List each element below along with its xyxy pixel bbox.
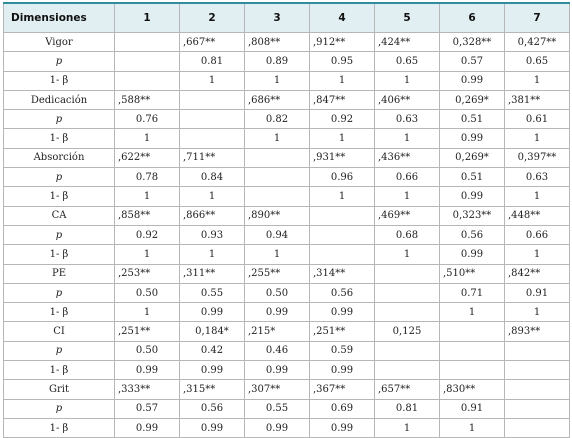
table-cell: 1: [245, 129, 310, 148]
table-cell: 1: [375, 129, 440, 148]
table-row: [4, 380, 570, 399]
table-cell: [505, 418, 570, 437]
header-col-6: 6: [440, 3, 505, 33]
table-cell: 0.56: [440, 225, 505, 244]
table-cell: [505, 341, 570, 360]
table-cell: ,469**: [375, 206, 440, 225]
table-cell: ,381**: [505, 90, 570, 109]
table-cell: [440, 341, 505, 360]
table-row: [4, 168, 570, 187]
table-row: [4, 418, 570, 437]
table-row: [4, 187, 570, 206]
table-cell: 1: [180, 245, 245, 264]
table-row: [4, 322, 570, 341]
row-label: CA: [4, 206, 115, 225]
table-cell: ,251**: [310, 322, 375, 341]
row-label: p: [4, 52, 115, 71]
table-cell: 0.91: [505, 283, 570, 302]
table-cell: 0.99: [440, 71, 505, 90]
table-cell: ,307**: [245, 380, 310, 399]
table-cell: 1: [440, 418, 505, 437]
table-cell: 0.99: [180, 418, 245, 437]
table-cell: 0.46: [245, 341, 310, 360]
table-cell: 0.59: [310, 341, 375, 360]
table-cell: 0.84: [180, 168, 245, 187]
table-cell: 0,184*: [180, 322, 245, 341]
table-cell: 1: [505, 187, 570, 206]
table-cell: ,893**: [505, 322, 570, 341]
table-row: [4, 303, 570, 322]
table-cell: 0,125: [375, 322, 440, 341]
table-cell: 1: [505, 303, 570, 322]
table-cell: [245, 168, 310, 187]
table-cell: ,255**: [245, 264, 310, 283]
table-cell: 0,427**: [505, 33, 570, 52]
table-cell: 1: [245, 71, 310, 90]
table-cell: [310, 225, 375, 244]
table-cell: 0,269*: [440, 90, 505, 109]
table-cell: ,510**: [440, 264, 505, 283]
table-cell: [505, 380, 570, 399]
row-label: p: [4, 168, 115, 187]
table-cell: 0.99: [115, 418, 180, 437]
table-row: [4, 283, 570, 302]
table-cell: [115, 71, 180, 90]
header-dimensiones: Dimensiones: [4, 3, 115, 33]
table-cell: ,315**: [180, 380, 245, 399]
table-cell: 1: [375, 71, 440, 90]
table-cell: 0.82: [245, 110, 310, 129]
table-cell: 0.42: [180, 341, 245, 360]
table-cell: ,830**: [440, 380, 505, 399]
table-cell: 1: [375, 187, 440, 206]
table-cell: 0.95: [310, 52, 375, 71]
table-cell: [375, 361, 440, 380]
table-cell: ,436**: [375, 148, 440, 167]
table-cell: ,808**: [245, 33, 310, 52]
table-cell: 1: [505, 71, 570, 90]
table-cell: 0,269*: [440, 148, 505, 167]
table-cell: 0.68: [375, 225, 440, 244]
table-cell: 1: [440, 303, 505, 322]
table-cell: 0.51: [440, 168, 505, 187]
table-cell: 0,323**: [440, 206, 505, 225]
table-cell: 1: [505, 245, 570, 264]
table-row: [4, 206, 570, 225]
table-cell: 0.99: [310, 418, 375, 437]
table-cell: ,333**: [115, 380, 180, 399]
table-row: [4, 33, 570, 52]
table-cell: 0.69: [310, 399, 375, 418]
table-cell: 0.99: [245, 361, 310, 380]
table-cell: 0.81: [375, 399, 440, 418]
table-cell: 0.56: [310, 283, 375, 302]
table-cell: ,215*: [245, 322, 310, 341]
table-cell: 0.56: [180, 399, 245, 418]
table-cell: ,912**: [310, 33, 375, 52]
table-cell: ,406**: [375, 90, 440, 109]
table-cell: [180, 129, 245, 148]
table-cell: ,866**: [180, 206, 245, 225]
table-row: [4, 110, 570, 129]
table-cell: 0.63: [375, 110, 440, 129]
row-label: 1- β: [4, 361, 115, 380]
table-cell: ,847**: [310, 90, 375, 109]
table-cell: 0.55: [245, 399, 310, 418]
row-label: CI: [4, 322, 115, 341]
table-cell: 1: [505, 129, 570, 148]
table-cell: ,253**: [115, 264, 180, 283]
table-body: [4, 33, 570, 438]
table-cell: 0.71: [440, 283, 505, 302]
table-cell: ,424**: [375, 33, 440, 52]
table-cell: 1: [310, 187, 375, 206]
table-row: [4, 129, 570, 148]
header-col-1: 1: [115, 3, 180, 33]
row-label: p: [4, 399, 115, 418]
table-cell: 0.50: [245, 283, 310, 302]
header-col-2: 2: [180, 3, 245, 33]
table-row: [4, 264, 570, 283]
table-cell: ,686**: [245, 90, 310, 109]
row-label: 1- β: [4, 187, 115, 206]
correlation-table: [3, 2, 570, 438]
table-cell: ,314**: [310, 264, 375, 283]
table-cell: [245, 148, 310, 167]
table-cell: 0.50: [115, 283, 180, 302]
table-cell: ,448**: [505, 206, 570, 225]
table-cell: [245, 187, 310, 206]
table-cell: 0.78: [115, 168, 180, 187]
table-cell: 0.66: [505, 225, 570, 244]
table-cell: 0.99: [440, 129, 505, 148]
table-cell: 0,328**: [440, 33, 505, 52]
row-label: p: [4, 225, 115, 244]
table-cell: 0.89: [245, 52, 310, 71]
table-cell: 0.65: [505, 52, 570, 71]
table-cell: 0.76: [115, 110, 180, 129]
table-header-row: [4, 3, 570, 33]
table-cell: 0.94: [245, 225, 310, 244]
header-col-3: 3: [245, 3, 310, 33]
row-label: Vigor: [4, 33, 115, 52]
table-cell: [310, 206, 375, 225]
table-cell: 0.55: [180, 283, 245, 302]
table-row: [4, 52, 570, 71]
table-cell: 1: [310, 129, 375, 148]
row-label: Absorción: [4, 148, 115, 167]
table-cell: ,251**: [115, 322, 180, 341]
table-cell: 0.96: [310, 168, 375, 187]
table-cell: 0.99: [440, 187, 505, 206]
table-cell: 1: [115, 303, 180, 322]
table-cell: [375, 264, 440, 283]
row-label: 1- β: [4, 303, 115, 322]
header-col-7: 7: [505, 3, 570, 33]
row-label: p: [4, 110, 115, 129]
table-cell: 1: [375, 245, 440, 264]
table-cell: 0.50: [115, 341, 180, 360]
table-cell: 0.92: [310, 110, 375, 129]
table-row: [4, 225, 570, 244]
table-cell: ,311**: [180, 264, 245, 283]
table-cell: [180, 90, 245, 109]
table-cell: ,622**: [115, 148, 180, 167]
row-label: p: [4, 341, 115, 360]
table-cell: [440, 322, 505, 341]
row-label: p: [4, 283, 115, 302]
table-cell: 1: [375, 418, 440, 437]
table-cell: 0.99: [310, 303, 375, 322]
table-cell: 0.91: [440, 399, 505, 418]
row-label: PE: [4, 264, 115, 283]
table-cell: [440, 361, 505, 380]
row-label: 1- β: [4, 129, 115, 148]
table-cell: ,858**: [115, 206, 180, 225]
table-cell: 1: [115, 129, 180, 148]
table-row: [4, 148, 570, 167]
table-cell: 0.99: [440, 245, 505, 264]
table-cell: 0.61: [505, 110, 570, 129]
table-cell: ,842**: [505, 264, 570, 283]
table-cell: [115, 52, 180, 71]
table-row: [4, 341, 570, 360]
table-cell: ,588**: [115, 90, 180, 109]
table-cell: 0.51: [440, 110, 505, 129]
table-cell: 0.99: [245, 303, 310, 322]
table-cell: 0.57: [440, 52, 505, 71]
header-col-5: 5: [375, 3, 440, 33]
table-row: [4, 90, 570, 109]
table-row: [4, 361, 570, 380]
header-col-4: 4: [310, 3, 375, 33]
table-cell: 0.57: [115, 399, 180, 418]
table-cell: 0.81: [180, 52, 245, 71]
table-cell: 0.92: [115, 225, 180, 244]
table-cell: [375, 341, 440, 360]
table-cell: 0.99: [115, 361, 180, 380]
table-cell: ,890**: [245, 206, 310, 225]
table-cell: 1: [115, 245, 180, 264]
table-cell: [375, 283, 440, 302]
table-cell: 0.63: [505, 168, 570, 187]
row-label: 1- β: [4, 71, 115, 90]
table-cell: 1: [115, 187, 180, 206]
table-cell: ,711**: [180, 148, 245, 167]
table-cell: 1: [245, 245, 310, 264]
table-cell: ,367**: [310, 380, 375, 399]
row-label: 1- β: [4, 418, 115, 437]
table-cell: 0.65: [375, 52, 440, 71]
table-cell: 0,397**: [505, 148, 570, 167]
table-cell: 1: [180, 187, 245, 206]
table-cell: 0.99: [180, 303, 245, 322]
table-row: [4, 245, 570, 264]
table-cell: 1: [180, 71, 245, 90]
table-cell: 0.99: [180, 361, 245, 380]
table-cell: [505, 361, 570, 380]
table-cell: 0.99: [310, 361, 375, 380]
table-cell: 0.66: [375, 168, 440, 187]
row-label: 1- β: [4, 245, 115, 264]
table-cell: ,667**: [180, 33, 245, 52]
table-cell: 0.99: [245, 418, 310, 437]
table-cell: ,931**: [310, 148, 375, 167]
table-cell: [375, 303, 440, 322]
table-row: [4, 71, 570, 90]
row-label: Dedicación: [4, 90, 115, 109]
table-cell: 0.93: [180, 225, 245, 244]
table-cell: [180, 110, 245, 129]
table-row: [4, 399, 570, 418]
table-cell: 1: [310, 71, 375, 90]
table-cell: ,657**: [375, 380, 440, 399]
table-cell: [310, 245, 375, 264]
table-cell: [115, 33, 180, 52]
table-cell: [505, 399, 570, 418]
row-label: Grit: [4, 380, 115, 399]
